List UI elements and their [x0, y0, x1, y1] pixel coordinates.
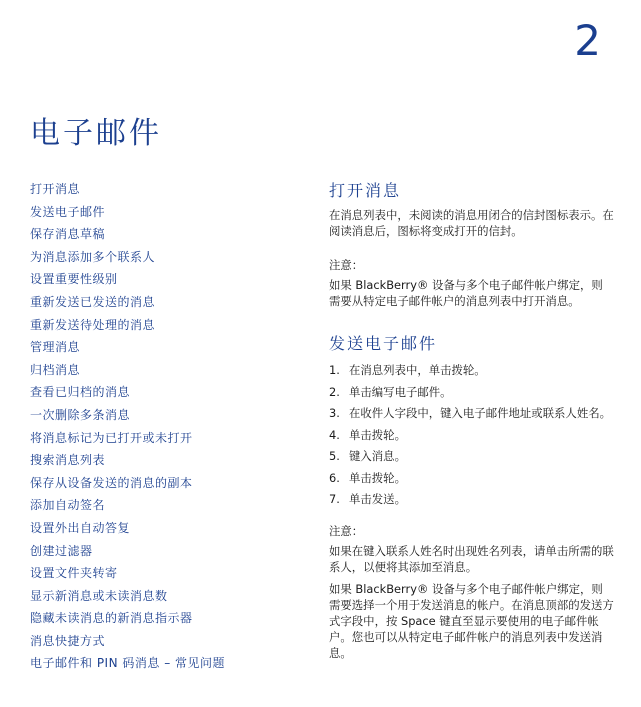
toc-link[interactable]: 设置重要性级别: [30, 272, 118, 287]
toc-link[interactable]: 打开消息: [30, 182, 81, 196]
step-item: 6. 单击拨轮。: [329, 471, 614, 486]
section-title-open-message: 打开消息: [329, 181, 402, 200]
step-item: 1. 在消息列表中，单击拨轮。: [329, 363, 614, 378]
step-text: 单击发送。: [349, 492, 406, 506]
table-of-contents: [30, 178, 290, 675]
toc-link[interactable]: 管理消息: [30, 340, 81, 355]
toc-link[interactable]: 隐藏未读消息的新消息指示器: [30, 611, 193, 626]
toc-link[interactable]: 添加自动签名: [30, 498, 106, 513]
toc-link[interactable]: 显示新消息或未读消息数: [30, 588, 168, 603]
step-text: 在消息列表中，单击拨轮。: [349, 363, 486, 377]
toc-link[interactable]: 发送电子邮件: [30, 204, 106, 219]
step-item: 7. 单击发送。: [329, 492, 614, 507]
open-message-body: 在消息列表中，未阅读的消息用闭合的信封图标表示。在阅读消息后，图标将变成打开的信封。: [329, 208, 614, 238]
send-email-note-1: 如果在键入联系人姓名时出现姓名列表，请单击所需的联系人，以便将其添加至消息。: [329, 544, 614, 574]
toc-link[interactable]: 为消息添加多个联系人: [30, 249, 156, 264]
chapter-title: 电子邮件: [30, 116, 162, 151]
toc-link[interactable]: 查看已归档的消息: [30, 385, 131, 400]
toc-link[interactable]: 重新发送已发送的消息: [30, 294, 156, 309]
toc-link[interactable]: 搜索消息列表: [30, 453, 106, 468]
chapter-number: 2: [574, 16, 601, 65]
toc-link[interactable]: 设置外出自动答复: [30, 520, 131, 535]
open-message-note: 如果 BlackBerry® 设备与多个电子邮件帐户绑定，则需要从特定电子邮件帐户的消息列表中打开消息。: [329, 278, 603, 308]
send-email-steps: [329, 363, 614, 507]
toc-link[interactable]: 归档消息: [30, 362, 81, 377]
content-column: [329, 178, 614, 661]
note-label: 注意：: [329, 258, 364, 272]
step-item: 4. 单击拨轮。: [329, 428, 614, 443]
toc-link[interactable]: 将消息标记为已打开或未打开: [30, 430, 193, 445]
step-text: 在收件人字段中，键入电子邮件地址或联系人姓名。: [349, 406, 611, 420]
toc-link[interactable]: 一次删除多条消息: [30, 407, 131, 422]
step-item: 3. 在收件人字段中，键入电子邮件地址或联系人姓名。: [329, 406, 614, 421]
toc-link[interactable]: 创建过滤器: [30, 543, 93, 558]
send-email-note-2: 如果 BlackBerry® 设备与多个电子邮件帐户绑定，则需要选择一个用于发送消息的帐户。在消息顶部的发送方式字段中，按 Space 键直至显示要使用的电子邮件帐户。您也可以从特定电子邮件帐户的消息列表中发送消息。: [329, 582, 614, 660]
step-text: 键入消息。: [349, 449, 406, 463]
section-title-send-email: 发送电子邮件: [329, 334, 438, 353]
toc-link[interactable]: 保存从设备发送的消息的副本: [30, 475, 193, 490]
toc-link[interactable]: 保存消息草稿: [30, 227, 106, 242]
step-text: 单击拨轮。: [349, 427, 406, 442]
toc-link[interactable]: 重新发送待处理的消息: [30, 317, 156, 332]
step-text: 单击拨轮。: [349, 470, 406, 485]
step-item: 2. 单击编写电子邮件。: [329, 385, 614, 400]
step-item: 5. 键入消息。: [329, 449, 614, 464]
toc-link[interactable]: 设置文件夹转寄: [30, 566, 118, 581]
step-text: 单击编写电子邮件。: [349, 384, 452, 399]
toc-link[interactable]: 电子邮件和 PIN 码消息 – 常见问题: [30, 656, 226, 671]
toc-link[interactable]: 消息快捷方式: [30, 633, 106, 648]
note-label: 注意：: [329, 524, 364, 538]
